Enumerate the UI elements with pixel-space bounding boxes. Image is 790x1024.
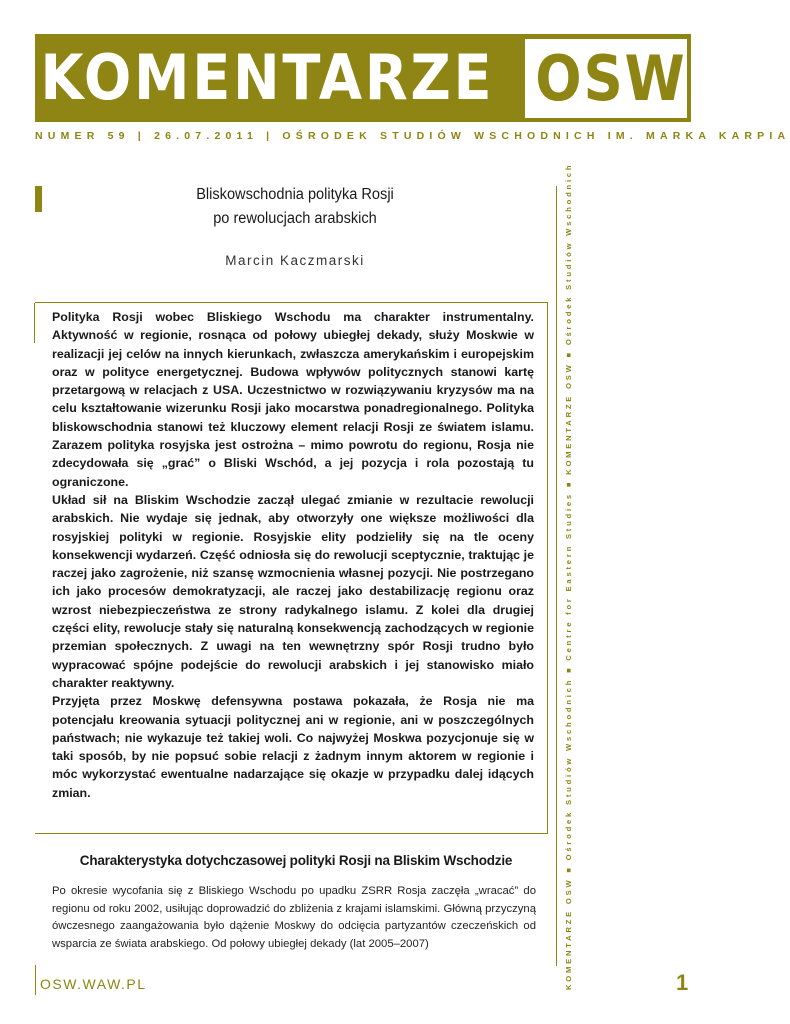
footer-url[interactable]: OSW.WAW.PL bbox=[40, 976, 147, 992]
corner-mark bbox=[35, 186, 42, 212]
footer-mark bbox=[35, 965, 36, 995]
summary-text bbox=[52, 308, 534, 802]
masthead-osw bbox=[525, 39, 687, 118]
side-rule bbox=[556, 186, 557, 966]
summary-paragraph-1: Polityka Rosji wobec Bliskiego Wschodu ma charakter instrumentalny. Aktywność w regionie, rosnąca od połowy ubiegłej dekady, służy Moskwie w realizacji jej celów na innych kierunkach, zwłaszcza amerykańskim i europejskim oraz w polityce energetycznej. Budowa wpływów politycznych stanowi kartę przetargową w relacjach z USA. Uczestnictwo w rozwiązywaniu kryzysów ma na celu kształtowanie wizerunku Rosji jako mocarstwa ponadregionalnego. Polityka bliskowschodnia stanowi też kluczowy element relacji Rosji ze światem islamu. Zarazem polityka rosyjska jest ostrożna – mimo powrotu do regionu, Rosja nie zdecydowała się „grać” o Bliski Wschód, a jej pozycja i rola pozostają tu ograniczone. bbox=[52, 310, 534, 489]
sidebar-vertical-text: KOMENTARZE OSW ■ Ośrodek Studiów Wschodnich ■ Centre for Eastern Studies ■ KOMENTARZE OSW ■ Ośrodek Studiów Wschodnich bbox=[564, 162, 573, 990]
masthead-title: KOMENTARZE bbox=[40, 41, 495, 114]
summary-paragraph-3: Przyjęta przez Moskwę defensywna postawa pokazała, że Rosja nie ma potencjału kreowania sytuacji politycznej ani w regionie, ani w poszczególnych państwach; nie wykazuje też takiej woli. Co najwyżej Moskwa pozycjonuje się w taki sposób, by nie popsuć sobie relacji z żadnym innym aktorem w regionie i móc wykorzystać ewentualne nadarzające się okazje w przypadku dalej idących zmian. bbox=[52, 694, 534, 800]
summary-paragraph-2: Układ sił na Bliskim Wschodzie zaczął ulegać zmianie w rezultacie rewolucji arabskich. Nie wydaje się jednak, aby otworzyły one większe możliwości dla rosyjskiej polityki w regionie. Rosyjskie elity podzieliły się na tle oceny konsekwencji wydarzeń. Część odniosła się do rewolucji sceptycznie, traktując je raczej jako zagrożenie, niż szansę wzmocnienia własnej pozycji. Nie postrzegano ich jako procesów demokratyzacji, ale raczej jako destabilizację regionu oraz wzrost niebezpieczeństwa ze strony radykalnego islamu. Z kolei dla drugiej części elity, rewolucje stały się naturalną konsekwencją zachodzących w regionie przemian społecznych. Z uwagi na ten wewnętrzny spór Rosji trudno było wypracować spójne podejście do rewolucji arabskich i jej stanowisko miało charakter reaktywny. bbox=[52, 492, 534, 690]
document-title bbox=[131, 183, 460, 231]
masthead bbox=[35, 34, 691, 122]
section-title: Charakterystyka dotychczasowej polityki Rosji na Bliskim Wschodzie bbox=[79, 853, 513, 868]
author: Marcin Kaczmarski bbox=[225, 253, 365, 268]
title-line-1: Bliskowschodnia polityka Rosji bbox=[196, 186, 394, 203]
body-paragraph: Po okresie wycofania się z Bliskiego Wschodu po upadku ZSRR Rosja zaczęła „wracać” do regionu od roku 2002, usiłując doprowadzić do zbliżenia z krajami islamskimi. Główną przyczyną ówczesnego zaangażowania było dążenie Moskwy do odcięcia partyzantów czeczeńskich od wsparcia ze świata arabskiego. Od połowy ubiegłej dekady (lat 2005–2007) bbox=[52, 885, 536, 950]
issue-line: NUMER 59 | 26.07.2011 | OŚRODEK STUDIÓW WSCHODNICH IM. MARKA KARPIA bbox=[35, 130, 790, 142]
title-line-2: po rewolucjach arabskich bbox=[213, 210, 377, 227]
masthead-osw-label: OSW bbox=[535, 42, 687, 115]
page-number: 1 bbox=[676, 970, 689, 995]
